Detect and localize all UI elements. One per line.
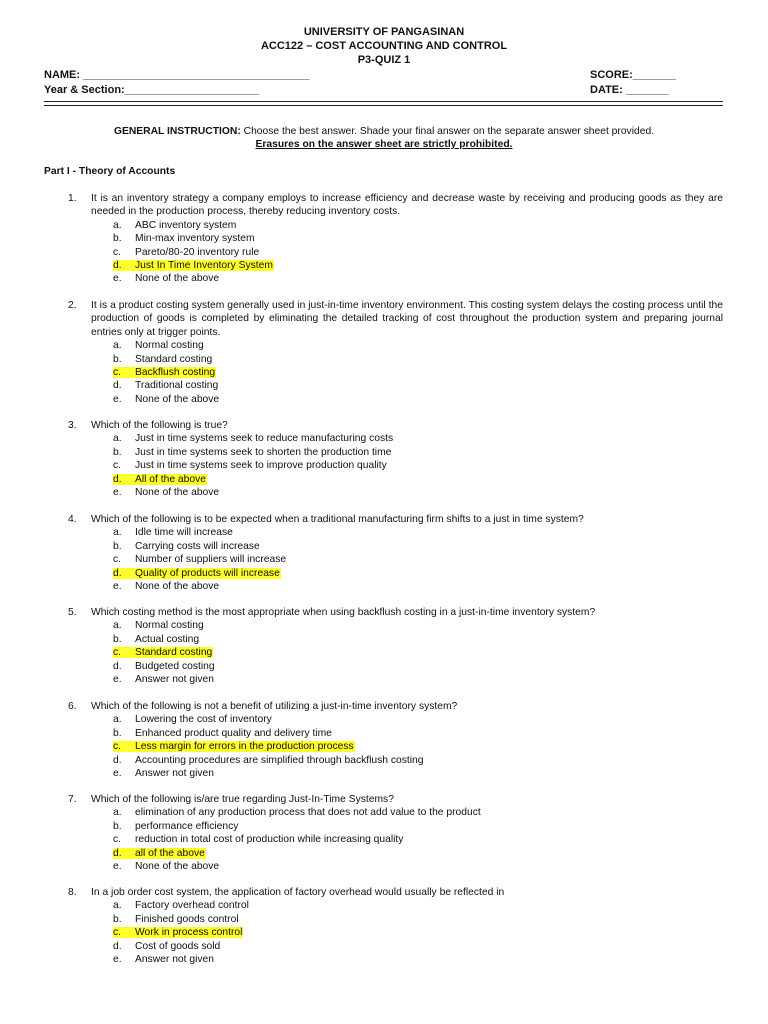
option-text: Carrying costs will increase: [135, 540, 260, 552]
option-letter: a.: [113, 900, 122, 912]
erasure-warning: Erasures on the answer sheet are strictly prohibited.: [255, 139, 513, 150]
answer-option-body: [113, 674, 214, 685]
university-title: UNIVERSITY OF PANGASINAN: [303, 26, 465, 38]
answer-option: [113, 833, 481, 846]
instruction-label: GENERAL INSTRUCTION:: [113, 126, 241, 137]
answer-option: [113, 806, 481, 819]
question-text: It is a product costing system generally used in just-in-time inventory environment. This costing system delays the costing process until the production of goods is completed by eliminating the detailed tracking of cost throughout the production system and preparing journal entries only at trigger points.: [91, 300, 723, 338]
answer-option-body: [113, 554, 286, 565]
option-letter: a.: [113, 807, 122, 819]
option-letter: c.: [113, 927, 122, 939]
highlighted-answer: [113, 927, 243, 938]
answer-option: [113, 459, 393, 472]
option-text: Normal costing: [135, 620, 204, 632]
answer-option-body: [113, 941, 220, 952]
option-text: None of the above: [135, 273, 220, 285]
highlighted-answer: [113, 741, 355, 752]
option-letter: c.: [113, 741, 122, 753]
option-text: All of the above: [135, 473, 206, 485]
answer-option: [113, 232, 274, 245]
question-text: In a job order cost system, the application of factory overhead would usually be reflected in: [91, 887, 505, 898]
answer-option-body: [113, 954, 214, 965]
name-field: NAME: _____________________________________: [44, 69, 310, 81]
option-letter: b.: [113, 727, 122, 739]
answer-option: [113, 339, 219, 352]
answer-option-body: [113, 620, 204, 631]
answer-option-body: [113, 900, 249, 911]
answer-option-body: [113, 433, 393, 444]
answer-option: [113, 740, 423, 753]
question-number: 8.: [68, 887, 77, 898]
answer-option: [113, 926, 249, 939]
header-divider: [44, 101, 723, 102]
answer-option-body: [113, 768, 214, 779]
option-letter: e.: [113, 273, 122, 285]
answer-option-body: [113, 380, 218, 391]
option-letter: d.: [113, 259, 122, 271]
question-number: 3.: [68, 420, 77, 431]
answer-option: [113, 393, 219, 406]
option-letter: a.: [113, 527, 122, 539]
option-letter: b.: [113, 233, 122, 245]
answer-option-body: [113, 834, 403, 845]
option-letter: b.: [113, 540, 122, 552]
option-text: reduction in total cost of production while increasing quality: [135, 834, 404, 846]
option-text: Answer not given: [135, 953, 214, 965]
answer-option: [113, 899, 249, 912]
option-letter: e.: [113, 860, 122, 872]
answer-options: [113, 713, 423, 780]
question-number: 2.: [68, 300, 77, 311]
answer-option: [113, 259, 274, 272]
option-text: Backflush costing: [135, 366, 216, 378]
option-letter: e.: [113, 580, 122, 592]
option-letter: a.: [113, 433, 122, 445]
option-text: Number of suppliers will increase: [135, 554, 287, 566]
answer-option: [113, 486, 393, 499]
option-letter: c.: [113, 366, 122, 378]
option-text: ABC inventory system: [135, 219, 237, 231]
answer-option: [113, 580, 286, 593]
answer-options: [113, 619, 215, 686]
option-letter: e.: [113, 486, 122, 498]
highlighted-answer: [113, 848, 206, 859]
part-title: Part I - Theory of Accounts: [44, 166, 176, 177]
option-text: None of the above: [135, 393, 220, 405]
answer-options: [113, 339, 219, 406]
option-letter: c.: [113, 834, 122, 846]
option-letter: e.: [113, 393, 122, 405]
course-title: ACC122 – COST ACCOUNTING AND CONTROL: [260, 40, 508, 52]
option-text: Just In Time Inventory System: [135, 259, 273, 271]
answer-option: [113, 847, 481, 860]
answer-option: [113, 432, 393, 445]
option-letter: b.: [113, 633, 122, 645]
option-letter: c.: [113, 460, 122, 472]
answer-option: [113, 940, 249, 953]
answer-option: [113, 219, 274, 232]
answer-option-body: [113, 714, 272, 725]
option-text: Just in time systems seek to reduce manufacturing costs: [135, 433, 394, 445]
option-text: Work in process control: [135, 927, 243, 939]
answer-option: [113, 619, 215, 632]
option-letter: a.: [113, 219, 122, 231]
option-text: Just in time systems seek to improve production quality: [135, 460, 387, 472]
option-letter: b.: [113, 353, 122, 365]
option-text: Accounting procedures are simplified through backflush costing: [135, 754, 424, 766]
option-text: Answer not given: [135, 673, 214, 685]
answer-option: [113, 913, 249, 926]
date-field: DATE: _______: [590, 84, 669, 96]
option-text: Standard costing: [135, 647, 213, 659]
option-letter: b.: [113, 913, 122, 925]
option-text: Cost of goods sold: [135, 940, 221, 952]
highlighted-answer: [113, 260, 274, 271]
option-letter: d.: [113, 940, 122, 952]
option-text: Just in time systems seek to shorten the production time: [135, 446, 392, 458]
option-text: Factory overhead control: [135, 900, 249, 912]
option-text: Pareto/80-20 inventory rule: [135, 246, 260, 258]
answer-option-body: [113, 661, 215, 672]
highlighted-answer: [113, 568, 281, 579]
question-text: Which costing method is the most appropriate when using backflush costing in a just-in-time inventory system?: [91, 607, 596, 618]
answer-option-body: [113, 394, 219, 405]
option-letter: e.: [113, 953, 122, 965]
option-letter: d.: [113, 660, 122, 672]
highlighted-answer: [113, 647, 213, 658]
answer-option: [113, 754, 423, 767]
answer-options: [113, 806, 481, 873]
option-text: Normal costing: [135, 340, 204, 352]
option-letter: d.: [113, 754, 122, 766]
option-letter: d.: [113, 473, 122, 485]
answer-option: [113, 633, 215, 646]
option-text: Min-max inventory system: [135, 233, 255, 245]
answer-option-body: [113, 487, 219, 498]
answer-option-body: [113, 527, 233, 538]
year-section-field: Year & Section:______________________: [44, 84, 260, 96]
option-letter: c.: [113, 246, 122, 258]
option-letter: c.: [113, 554, 122, 566]
option-text: None of the above: [135, 860, 220, 872]
answer-option: [113, 272, 274, 285]
answer-option: [113, 953, 249, 966]
answer-option: [113, 646, 215, 659]
answer-option-body: [113, 755, 423, 766]
option-text: Idle time will increase: [135, 527, 233, 539]
answer-option: [113, 526, 286, 539]
option-text: elimination of any production process that does not add value to the product: [135, 807, 481, 819]
answer-option-body: [113, 273, 219, 284]
answer-option-body: [113, 447, 391, 458]
answer-options: [113, 432, 393, 499]
option-text: Actual costing: [135, 633, 200, 645]
answer-option: [113, 446, 393, 459]
answer-option-body: [113, 861, 219, 872]
answer-option-body: [113, 728, 332, 739]
answer-option-body: [113, 340, 204, 351]
answer-option-body: [113, 914, 239, 925]
question-text: Which of the following is true?: [91, 420, 228, 431]
answer-option: [113, 553, 286, 566]
option-text: Traditional costing: [135, 380, 219, 392]
highlighted-answer: [113, 367, 216, 378]
answer-options: [113, 219, 274, 286]
option-letter: b.: [113, 820, 122, 832]
header-divider-lower: [44, 105, 723, 106]
answer-option: [113, 767, 423, 780]
option-letter: b.: [113, 446, 122, 458]
answer-option: [113, 673, 215, 686]
option-letter: a.: [113, 340, 122, 352]
highlighted-answer: [113, 474, 207, 485]
option-text: None of the above: [135, 580, 220, 592]
instruction-text: Choose the best answer. Shade your final answer on the separate answer sheet provided.: [240, 126, 655, 137]
answer-options: [113, 526, 286, 593]
answer-option-body: [113, 541, 260, 552]
option-text: None of the above: [135, 486, 220, 498]
answer-option: [113, 540, 286, 553]
question-number: 6.: [68, 701, 77, 712]
answer-option-body: [113, 581, 219, 592]
option-text: Answer not given: [135, 767, 214, 779]
option-letter: c.: [113, 647, 122, 659]
answer-option: [113, 727, 423, 740]
question-text: Which of the following is/are true regarding Just-In-Time Systems?: [91, 794, 394, 805]
option-text: performance efficiency: [135, 820, 239, 832]
question-text: Which of the following is to be expected when a traditional manufacturing firm shifts to a just in time system?: [91, 514, 584, 525]
answer-option-body: [113, 807, 481, 818]
answer-option: [113, 713, 423, 726]
answer-option: [113, 246, 274, 259]
answer-option: [113, 473, 393, 486]
answer-option: [113, 366, 219, 379]
option-letter: d.: [113, 567, 122, 579]
option-text: Budgeted costing: [135, 660, 215, 672]
question-number: 1.: [68, 193, 77, 204]
answer-option-body: [113, 634, 199, 645]
question-number: 5.: [68, 607, 77, 618]
quiz-title: P3-QUIZ 1: [357, 54, 411, 66]
answer-option: [113, 660, 215, 673]
option-letter: a.: [113, 714, 122, 726]
option-letter: a.: [113, 620, 122, 632]
option-text: Less margin for errors in the production process: [135, 741, 354, 753]
answer-options: [113, 899, 249, 966]
general-instruction: [0, 125, 768, 138]
question-number: 7.: [68, 794, 77, 805]
answer-option-body: [113, 821, 238, 832]
answer-option: [113, 353, 219, 366]
answer-option-body: [113, 233, 255, 244]
option-text: Quality of products will increase: [135, 567, 280, 579]
answer-option: [113, 567, 286, 580]
answer-option: [113, 820, 481, 833]
question-text: It is an inventory strategy a company employs to increase efficiency and decrease waste by receiving and producing goods as they are needed in the production process, thereby reducing inventory costs.: [91, 193, 723, 218]
answer-option: [113, 379, 219, 392]
option-letter: d.: [113, 847, 122, 859]
option-letter: e.: [113, 673, 122, 685]
score-field: SCORE:_______: [590, 69, 676, 81]
answer-option-body: [113, 220, 236, 231]
option-text: Lowering the cost of inventory: [135, 714, 272, 726]
question-number: 4.: [68, 514, 77, 525]
answer-option: [113, 860, 481, 873]
option-text: Finished goods control: [135, 913, 239, 925]
answer-option-body: [113, 247, 259, 258]
question-text: Which of the following is not a benefit of utilizing a just-in-time inventory system?: [91, 701, 458, 712]
option-letter: d.: [113, 380, 122, 392]
option-text: Enhanced product quality and delivery time: [135, 727, 332, 739]
option-text: Standard costing: [135, 353, 213, 365]
option-text: all of the above: [135, 847, 205, 859]
answer-option-body: [113, 354, 212, 365]
answer-option-body: [113, 460, 387, 471]
option-letter: e.: [113, 767, 122, 779]
